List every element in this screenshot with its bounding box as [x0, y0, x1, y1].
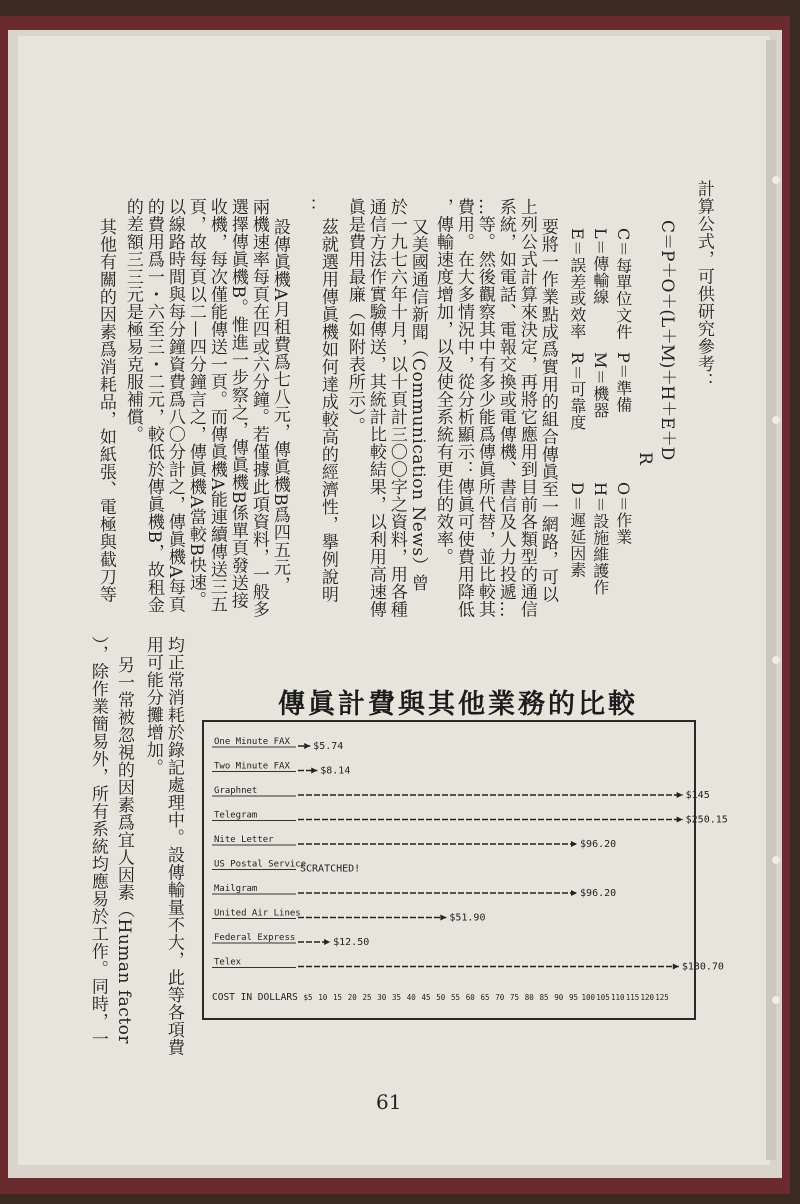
x-tick-label: 100	[581, 993, 596, 1002]
legend-e: E＝誤差或效率	[567, 228, 587, 340]
x-tick-label: 25	[362, 993, 372, 1002]
p3-col-1: 茲就選用傳眞機如何達成較高的經濟性，擧例說明	[317, 218, 338, 603]
p5-col-3: 用可能分攤增加。	[142, 636, 163, 776]
x-tick-label: 70	[495, 993, 505, 1002]
p1-col-4: …等。然後觀察其中有多少能爲傳眞所代替，並比較其	[474, 198, 495, 618]
legend-p: P＝準備	[613, 352, 633, 413]
x-tick-label: 95	[568, 993, 579, 1002]
p2-col-4: 眞是費用最廉（如附表所示）。	[344, 198, 365, 435]
p4-col-5: 頁，故每頁以二—四分鐘言之，傳眞機A當較B快速。	[185, 198, 206, 609]
bar-value-label: SCRATCHED!	[300, 863, 361, 875]
x-tick-label: $5	[303, 993, 313, 1002]
p3-col-2: ：	[296, 198, 317, 216]
bar-value-label: $5.74	[313, 741, 344, 752]
chart-frame	[202, 720, 696, 1020]
x-tick-label: 80	[524, 993, 534, 1002]
p4-col-8: 的差額三三元是極易克服補償。	[122, 198, 143, 443]
x-tick-label: 120	[640, 993, 655, 1002]
bar-label: Two Minute FAX	[214, 761, 290, 772]
x-tick-label: 110	[610, 993, 625, 1002]
p4-col-6: 以線路時間與每分鐘資費爲八〇分計之，傳眞機A每頁	[164, 198, 185, 614]
p1-col-2: 上列公式計算來決定，再將它應用到目前各類型的通信	[516, 198, 537, 618]
text-col-1: 計算公式，可供研究參考：	[693, 180, 714, 390]
bar-label: Nite Letter	[214, 835, 274, 845]
p1-col-5: 費用。在大多情況中，從分析顯示：傳眞可使費用降低	[453, 198, 474, 618]
x-tick-label: 15	[332, 993, 343, 1002]
page-edge	[766, 40, 776, 1160]
x-tick-label: 55	[450, 993, 461, 1002]
bar-label: Telegram	[214, 810, 258, 821]
legend-c: C＝每單位文件	[613, 228, 633, 340]
x-tick-label: 30	[377, 993, 387, 1002]
bar-label: One Minute FAX	[214, 737, 290, 747]
p4-col-7: 的費用爲一・六至三・二元，較低於傳眞機B，故租金	[143, 198, 164, 614]
x-axis-label: COST IN DOLLARS	[212, 992, 298, 1003]
p4-col-2: 兩機速率每頁在四或六分鐘。若僅據此項資料，一般多	[248, 198, 269, 618]
x-tick-label: 50	[436, 993, 446, 1002]
x-tick-label: 60	[465, 993, 475, 1002]
legend-o: O＝作業	[613, 482, 633, 546]
p4-col-1: 設傳眞機A月租費爲七八元，傳眞機B爲四五元，	[269, 218, 290, 594]
p4-col-4: 收機，每次僅能傳送一頁。而傳眞機A能連續傳送三五	[206, 198, 227, 614]
formula-main: C＝P＋O＋(L＋M)＋H＋E＋D	[657, 220, 677, 461]
bar-label: Telex	[214, 957, 242, 968]
bar-label: United Air Lines	[214, 908, 301, 919]
chart-title: 傳眞計費與其他業務的比較	[278, 689, 638, 720]
legend-m: M＝機器	[590, 352, 610, 419]
x-tick-label: 75	[509, 993, 520, 1002]
bar-label: Mailgram	[214, 884, 258, 894]
legend-h: H＝設施維護作	[590, 482, 610, 596]
p2-col-1: 又美國通信新聞（Communication News）曾	[407, 218, 428, 592]
p6-col-2: ），除作業簡易外，所有系統均應易於工作。同時，一	[87, 636, 108, 1048]
p2-col-2: 於一九七六年十月，以十頁計三〇〇字之資料，用各種	[386, 198, 407, 618]
bar-value-label: $130.70	[681, 961, 724, 973]
x-tick-label: 115	[625, 993, 640, 1002]
bar-label: Federal Express	[214, 933, 296, 943]
x-tick-label: 40	[406, 993, 416, 1002]
bar-value-label: $96.20	[580, 839, 617, 850]
x-tick-label: 45	[421, 993, 431, 1002]
x-tick-label: 85	[539, 993, 549, 1002]
x-tick-label: 35	[391, 993, 402, 1002]
bar-value-label: $12.50	[333, 937, 370, 948]
bar-value-label: $51.90	[449, 912, 486, 924]
p1-col-6: ，傳輸速度增加，以及使全系統有更佳的效率。	[432, 198, 453, 566]
x-tick-label: 90	[554, 993, 564, 1002]
p5-col-1: 其他有關的因素爲消耗品，如紙張、電極與截刀等	[95, 218, 116, 603]
bar-value-label: $96.20	[580, 888, 617, 899]
legend-l: L＝傳輸線	[590, 228, 610, 306]
p4-col-3: 選擇傳眞機B。惟進一步察之，傳眞機B係單頁發送接	[227, 198, 248, 609]
legend-d: D＝遲延因素	[567, 482, 587, 578]
x-tick-label: 125	[655, 993, 669, 1002]
bar-label: US Postal Service	[214, 859, 307, 870]
p1-col-1: 要將一作業點成爲實用的組合傳眞至一網路，可以	[537, 218, 558, 603]
bar-value-label: $145	[685, 790, 710, 801]
bar-value-label: $8.14	[320, 765, 351, 777]
x-tick-label: 105	[596, 993, 610, 1002]
p1-col-3: 系統，如電話、電報交換或電傳機、書信及人力投遞…	[495, 198, 516, 618]
formula-denominator: R	[635, 452, 655, 465]
bar-value-label: $250.15	[685, 814, 728, 826]
page-number: 61	[376, 1090, 402, 1114]
p6-col-1: 另一常被忽視的因素爲宜人因素（Human factor	[113, 656, 134, 1045]
x-tick-label: 65	[480, 993, 490, 1002]
x-tick-label: 20	[347, 993, 357, 1002]
p5-col-2: 均正常消耗於錄記處理中。設傳輸量不大，此等各項費	[163, 636, 184, 1056]
x-tick-label: 10	[318, 993, 328, 1002]
p2-col-3: 通信方法作實驗傳送，其統計比較結果，以利用高速傳	[365, 198, 386, 618]
legend-r: R＝可靠度	[567, 352, 587, 431]
bar-label: Graphnet	[214, 786, 258, 796]
